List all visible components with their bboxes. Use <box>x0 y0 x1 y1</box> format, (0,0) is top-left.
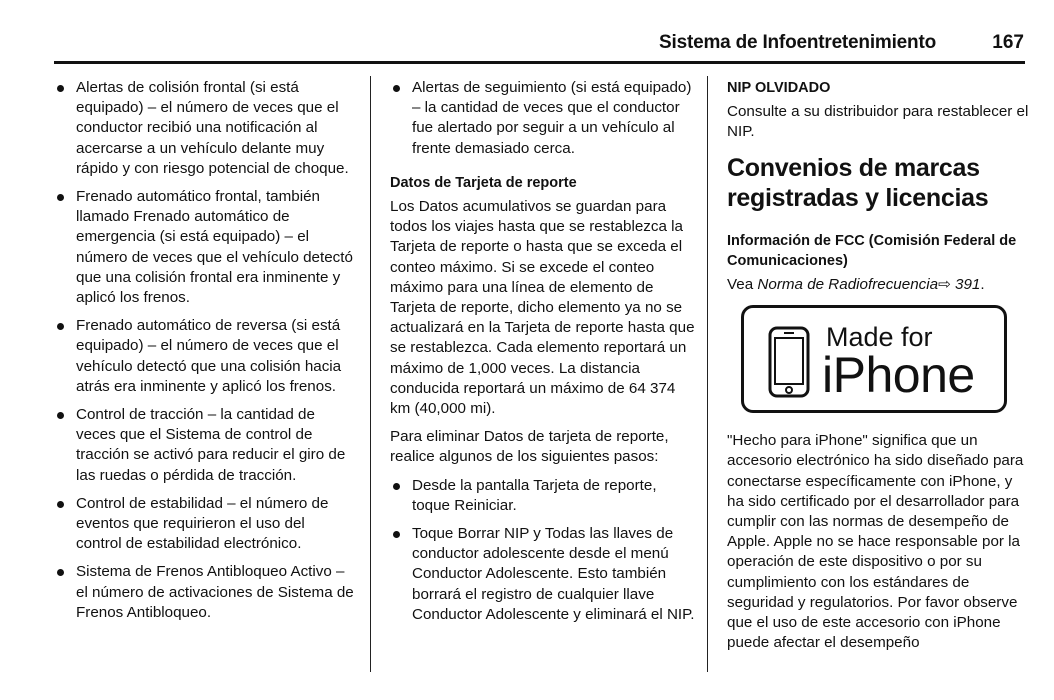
list-item: Sistema de Frenos Antibloqueo Activo – el número de activaciones de Sistema de Frenos Antibloqueo. <box>54 562 354 623</box>
report-card-instructions: Para eliminar Datos de tarjeta de reporte, realice algunos de los siguientes pasos: <box>390 428 669 466</box>
bullet-icon <box>57 85 64 92</box>
column-divider-1 <box>370 76 371 672</box>
fcc-heading: Información de FCC (Comisión Federal de Comunicaciones) <box>727 232 1017 269</box>
list-item: Control de tracción – la cantidad de veces que el Sistema de control de tracción se activó para reducir el giro de las ruedas o pérdida de tracción. <box>54 405 354 486</box>
page-number: 167 <box>992 32 1024 53</box>
section-heading: Convenios de marcas registradas y licencias <box>727 153 989 212</box>
made-for-iphone-logo <box>741 305 1007 413</box>
list-item: Alertas de seguimiento (si está equipado) – la cantidad de veces que el conductor fue alertado por seguir a un vehículo al frente demasiado cerca. <box>390 78 695 159</box>
list-item: Frenado automático de reversa (si está equipado) – el número de veces que el vehículo detectó que una colisión hacia atrás era inminente y aplicó los frenos. <box>54 316 354 397</box>
nip-text: Consulte a su distribuidor para restablecer el NIP. <box>727 103 1029 141</box>
bullet-list <box>390 78 695 159</box>
bullet-icon <box>57 194 64 201</box>
report-card-paragraph: Los Datos acumulativos se guardan para todos los viajes hasta que se restablezca la Tarjeta de reporte o hasta que se exceda el conteo máximo. Si se excede el conteo máximo para una línea de elemento de Tarjeta de reporte, dicho elemento ya no se actualizará en la Tarjeta de reporte hasta que se restablezca. Cada elemento reportará un máximo de 1,000 veces. La distancia conducida reportará un máximo de 64 374 km (40,000 mi). <box>390 198 695 418</box>
bullet-icon <box>57 569 64 576</box>
column-divider-2 <box>707 76 708 672</box>
page-header <box>54 30 1024 60</box>
mfi-body-text: "Hecho para iPhone" significa que un accesorio electrónico ha sido diseñado para conectarse específicamente con iPhone, y ha sido certificado por el desarrollador para cumplir con las normas de desempeño de Apple. Apple no se hace responsable por la operación de este dispositivo o por su cumplimiento con los estándares de seguridad y regulatorios. Por favor observe que el uso de este accesorio con iPhone puede afectar el desempeño <box>727 432 1024 652</box>
header-title: Sistema de Infoentretenimiento <box>659 32 936 53</box>
bullet-icon <box>57 412 64 419</box>
list-item: Control de estabilidad – el número de eventos que requirieron el uso del control de estabilidad electrónico. <box>54 494 354 555</box>
fcc-reference: Vea Norma de Radiofrecuencia⇨ 391. <box>727 276 985 294</box>
iphone-icon <box>768 326 810 398</box>
bullet-list <box>54 78 354 623</box>
page-arrow-icon: ⇨ <box>938 276 951 294</box>
list-item: Alertas de colisión frontal (si está equipado) – el número de veces que el conductor recibió una notificación al acercarse a un vehículo delante muy rápido y con riesgo potencial de choque. <box>54 78 354 179</box>
reference-page[interactable]: 391 <box>955 276 981 294</box>
list-item: Toque Borrar NIP y Todas las llaves de conductor adolescente desde el menú Conductor Adolescente. Esto también borrará el registro de cualquier llave Conductor Adolescente y eliminará el NIP. <box>390 524 695 625</box>
bullet-icon <box>393 85 400 92</box>
bullet-icon <box>57 323 64 330</box>
list-item: Desde la pantalla Tarjeta de reporte, toque Reiniciar. <box>390 476 695 516</box>
nip-heading: NIP OLVIDADO <box>727 80 831 96</box>
column-1 <box>54 78 354 631</box>
report-card-heading: Datos de Tarjeta de reporte <box>390 174 577 191</box>
bullet-icon <box>393 531 400 538</box>
bullet-icon <box>393 483 400 490</box>
reference-link[interactable]: Norma de Radiofrecuencia <box>757 276 939 294</box>
list-item: Frenado automático frontal, también llamado Frenado automático de emergencia (si está equipado) – el número de veces que el vehículo detectó que una colisión frontal era inminente y aplicó los frenos. <box>54 187 354 308</box>
bullet-list <box>390 476 695 625</box>
column-3 <box>727 78 1029 661</box>
column-2 <box>390 78 695 633</box>
bullet-icon <box>57 501 64 508</box>
header-rule <box>54 61 1025 64</box>
logo-iphone: iPhone <box>822 347 975 404</box>
logo-made-for: Made for <box>826 322 933 353</box>
